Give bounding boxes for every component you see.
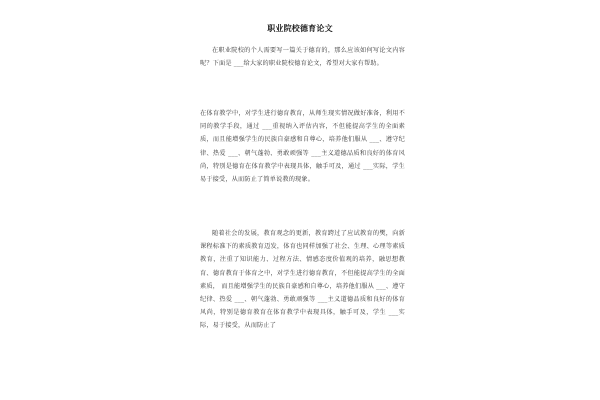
document-title: 职业院校德育论文 xyxy=(267,23,333,33)
paragraph-intro: 在职业院校的个人需要写一篇关于德育的，那么应该如何写论文内容呢？下面是 ___给大家的职业院校德育论文，希望对大家有帮助。 xyxy=(200,47,405,68)
paragraph-body-1: 在体育教学中，对学生进行德育教育，从师生现实情况做好准备，利用不同的教学手段，通过 ___重视纳入评估内容，不但能提高学生的全面素质，而且能增强学生的民族自豪感和自尊心，培养他们服从 ___、遵守纪律、热爱 ___、朝气蓬勃、勇敢顽强等 ___主义道德品质和良好的体育风尚，特别是德育在体育教学中表现具体，触手可及，通过 ___实际，学生易于接受，从而防止了简单说教的现象。 xyxy=(200,110,405,184)
paragraph-body-2: 随着社会的发展，教育观念的更新，教育跨过了应试教育的樊，向新课程标准下的素质教育迈发，体育也同样加强了社会、生理、心理等素质教育，注重了知识能力、过程方法、情感态度价值观的培养，融思想教育、德育教育于体育之中，对学生进行德育教育，不但能提高学生的全面素质， 而且能增强学生的民族自豪感和自尊心，培养他们服从 ___、遵守纪律、热爱 ___、朝气蓬勃、勇敢顽强等 ___主义道德品质和良好的体育风尚，特别是德育教育在体育教学中表现具体，触手可及，学生 ___实际，易于接受，从而防止了 xyxy=(200,230,405,330)
